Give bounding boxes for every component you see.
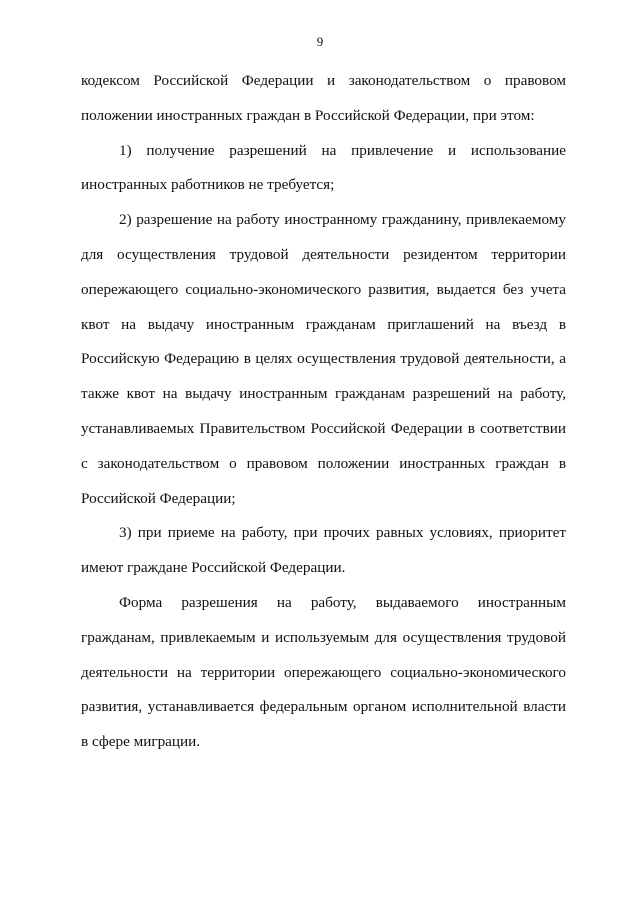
page-number: 9 [316,34,324,49]
paragraph-work-permit-form: Форма разрешения на работу, выдаваемого иностранным гражданам, привлекаемым и используемым для осуществления трудовой деятельности на территории опережающего социально-экономического развития, устанавливается федеральным органом исполнительной власти в сфере миграции. [81,593,566,751]
paragraph-item-2: 2) разрешение на работу иностранному гражданину, привлекаемому для осуществления трудовой деятельности резидентом территории опережающего социально-экономического развития, выдается без учета квот на выдачу иностранным гражданам приглашений на въезд в Российскую Федерацию в целях осуществления трудовой деятельности, а также квот на выдачу иностранным гражданам разрешений на работу, устанавливаемых Правительством Российской Федерации в соответствии с законодательством о правовом положении иностранных граждан в Российской Федерации; [81,211,566,507]
paragraph-item-1: 1) получение разрешений на привлечение и использование иностранных работников не требуется; [81,141,566,194]
paragraph-item-3: 3) при приеме на работу, при прочих равных условиях, приоритет имеют граждане Российской Федерации. [81,524,566,577]
document-body [81,64,566,760]
paragraph-continuation: кодексом Российской Федерации и законодательством о правовом положении иностранных граждан в Российской Федерации, при этом: [81,72,566,124]
